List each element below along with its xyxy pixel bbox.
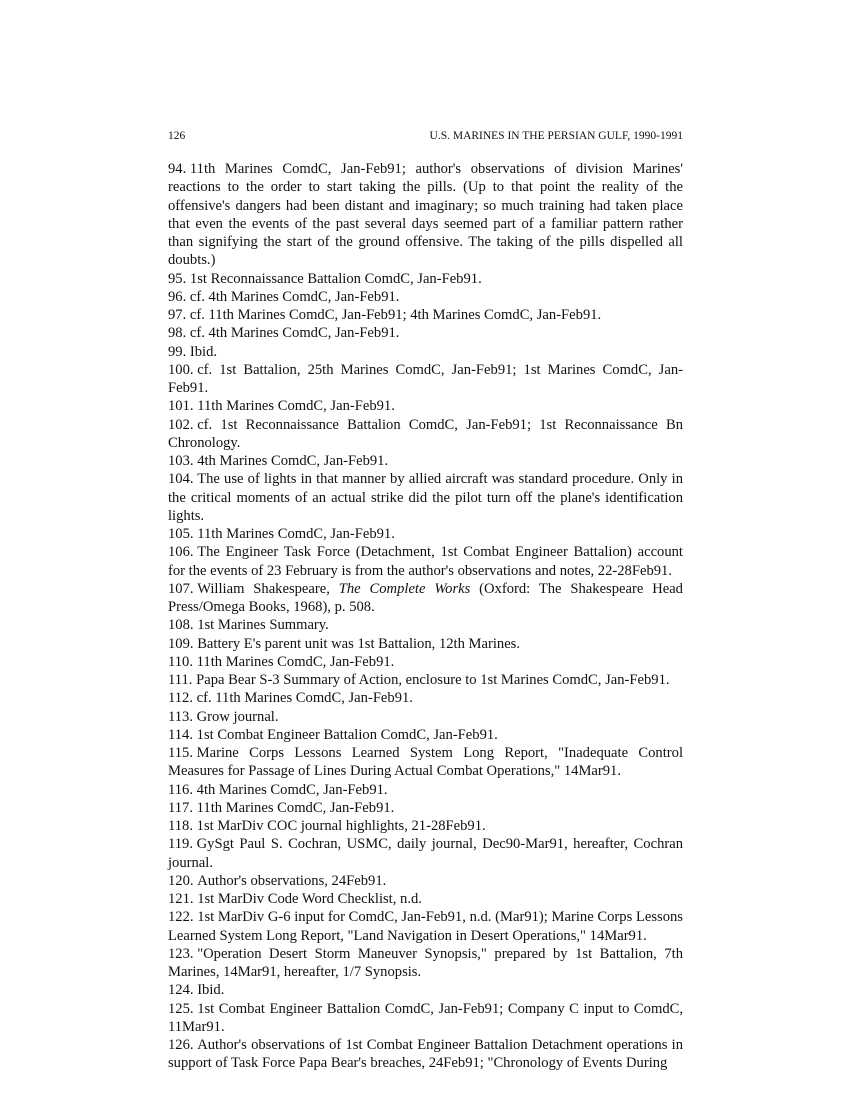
endnote <box>168 981 683 999</box>
endnote-number: 104. <box>168 471 194 488</box>
endnote-text: 11th Marines ComdC, Jan-Feb91; author's observations of division Marines' reactions to the order to start taking the pills. (Up to that point the reality of the offensive's dangers had been distant and imaginary; so much training had taken place that even the events of the past several days seemed part of a familiar pattern rather than signifying the start of the ground offensive. The taking of the pills dispelled all doubts.) <box>168 161 683 269</box>
endnote-number: 95. <box>168 270 187 287</box>
endnote <box>168 872 683 890</box>
endnote <box>168 543 683 580</box>
endnote-text: cf. 1st Battalion, 25th Marines ComdC, Jan-Feb91; 1st Marines ComdC, Jan-Feb91. <box>168 361 683 396</box>
endnote-number: 102. <box>168 416 194 433</box>
endnote <box>168 671 683 689</box>
endnote-number: 116. <box>168 781 193 798</box>
endnote-number: 124. <box>168 982 194 999</box>
endnote <box>168 835 683 872</box>
endnote-number: 98. <box>168 325 187 342</box>
endnote-text: cf. 1st Reconnaissance Battalion ComdC, Jan-Feb91; 1st Reconnaissance Bn Chronology. <box>168 416 683 451</box>
endnote-number: 94. <box>168 161 187 177</box>
endnote <box>168 361 683 398</box>
endnote <box>168 708 683 726</box>
endnote-text: cf. 4th Marines ComdC, Jan-Feb91. <box>189 288 400 305</box>
endnote-text: cf. 11th Marines ComdC, Jan-Feb91. <box>196 690 413 707</box>
endnote <box>168 635 683 653</box>
endnote-text: 11th Marines ComdC, Jan-Feb91. <box>197 398 395 415</box>
endnote-number: 107. <box>168 580 194 597</box>
endnote-number: 99. <box>168 343 187 360</box>
endnote <box>168 525 683 543</box>
endnote-number: 110. <box>168 653 193 670</box>
endnote-text: Author's observations of 1st Combat Engineer Battalion Detachment operations in support of Task Force Papa Bear's breaches, 24Feb91; "Chronology of Events During <box>168 1037 683 1072</box>
endnote-text: 11th Marines ComdC, Jan-Feb91. <box>196 653 395 670</box>
endnote-number: 125. <box>168 1000 194 1017</box>
endnote-number: 118. <box>168 818 193 834</box>
endnote <box>168 306 683 324</box>
endnote-text: 1st Reconnaissance Battalion ComdC, Jan-Feb91. <box>189 270 482 287</box>
endnotes-list <box>168 160 683 1073</box>
document-page <box>168 128 683 1073</box>
endnote <box>168 908 683 945</box>
endnote-number: 117. <box>168 799 193 816</box>
endnote-text: 1st MarDiv Code Word Checklist, n.d. <box>197 891 422 907</box>
endnote-number: 115. <box>168 745 193 761</box>
endnote-number: 121. <box>168 891 194 907</box>
endnote <box>168 945 683 982</box>
endnote-text: Battery E's parent unit was 1st Battalion, 12th Marines. <box>197 635 521 652</box>
endnote-text: 11th Marines ComdC, Jan-Feb91. <box>196 799 395 816</box>
endnote-number: 105. <box>168 526 194 542</box>
endnote <box>168 397 683 415</box>
endnote-number: 109. <box>168 635 194 652</box>
endnote <box>168 416 683 453</box>
endnote-number: 120. <box>168 872 194 889</box>
page-number: 126 <box>168 130 186 142</box>
endnote <box>168 781 683 799</box>
endnote-number: 103. <box>168 453 194 469</box>
endnote-text: Marine Corps Lessons Learned System Long Report, "Inadequate Control Measures for Passage of Lines During Actual Combat Operations," 14Mar91. <box>168 745 683 780</box>
endnote <box>168 580 683 617</box>
endnote <box>168 343 683 361</box>
running-title: U.S. MARINES IN THE PERSIAN GULF, 1990-1991 <box>429 130 683 142</box>
endnote <box>168 744 683 781</box>
endnote-text: Papa Bear S-3 Summary of Action, enclosure to 1st Marines ComdC, Jan-Feb91. <box>196 672 670 688</box>
endnote <box>168 470 683 525</box>
endnote-text: Author's observations, 24Feb91. <box>197 872 387 889</box>
endnote-number: 97. <box>168 307 187 323</box>
endnote <box>168 1036 683 1073</box>
endnote-text: Grow journal. <box>196 708 279 725</box>
endnote <box>168 726 683 744</box>
endnote-number: 108. <box>168 617 194 634</box>
endnote-text: The use of lights in that manner by allied aircraft was standard procedure. Only in the critical moments of an actual strike did the pilot turn off the plane's identification lights. <box>168 471 683 524</box>
endnote-text: 11th Marines ComdC, Jan-Feb91. <box>197 526 395 542</box>
endnote-text: Ibid. <box>189 343 218 360</box>
endnote-number: 113. <box>168 708 193 725</box>
endnote-number: 114. <box>168 726 193 743</box>
endnote <box>168 616 683 634</box>
endnote-text: 1st MarDiv G-6 input for ComdC, Jan-Feb91, n.d. (Mar91); Marine Corps Lessons Learned System Long Report, "Land Navigation in Desert Operations," 14Mar91. <box>168 909 683 944</box>
endnote-number: 111. <box>168 672 193 688</box>
endnote-book-title: The Complete Works <box>338 580 471 597</box>
endnote-text: cf. 11th Marines ComdC, Jan-Feb91; 4th Marines ComdC, Jan-Feb91. <box>189 307 602 323</box>
endnote <box>168 160 683 270</box>
endnote <box>168 288 683 306</box>
endnote <box>168 689 683 707</box>
endnote-number: 112. <box>168 690 193 707</box>
endnote <box>168 817 683 835</box>
endnote <box>168 324 683 342</box>
endnote-number: 96. <box>168 288 187 305</box>
endnote-text: cf. 4th Marines ComdC, Jan-Feb91. <box>189 325 400 342</box>
endnote-text: GySgt Paul S. Cochran, USMC, daily journal, Dec90-Mar91, hereafter, Cochran journal. <box>168 836 683 871</box>
running-header <box>168 128 683 144</box>
endnote <box>168 452 683 470</box>
endnote-text: 1st Combat Engineer Battalion ComdC, Jan-Feb91; Company C input to ComdC, 11Mar91. <box>168 1000 683 1035</box>
endnote <box>168 890 683 908</box>
endnote-text: 1st Marines Summary. <box>197 617 329 634</box>
endnote <box>168 653 683 671</box>
endnote-text: William Shakespeare, <box>197 580 330 597</box>
endnote-number: 126. <box>168 1037 194 1053</box>
endnote-number: 122. <box>168 909 194 926</box>
endnote-text: 4th Marines ComdC, Jan-Feb91. <box>197 453 389 469</box>
endnote <box>168 270 683 288</box>
endnote-number: 106. <box>168 544 194 561</box>
endnote-number: 101. <box>168 398 194 415</box>
endnote-number: 119. <box>168 836 193 853</box>
endnote-number: 100. <box>168 361 194 378</box>
endnote-text: 1st Combat Engineer Battalion ComdC, Jan-Feb91. <box>196 726 498 743</box>
endnote-text: Ibid. <box>197 982 225 999</box>
endnote <box>168 1000 683 1037</box>
endnote <box>168 799 683 817</box>
endnote-number: 123. <box>168 945 194 962</box>
endnote-text: 4th Marines ComdC, Jan-Feb91. <box>196 781 388 798</box>
endnote-text: "Operation Desert Storm Maneuver Synopsis," prepared by 1st Battalion, 7th Marines, 14Mar91, hereafter, 1/7 Synopsis. <box>168 945 683 980</box>
endnote-text: 1st MarDiv COC journal highlights, 21-28Feb91. <box>196 818 486 834</box>
endnote-text: (Oxford: The Shakespeare Head Press/Omega Books, 1968), p. 508. <box>168 580 683 615</box>
endnote-text: The Engineer Task Force (Detachment, 1st Combat Engineer Battalion) account for the events of 23 February is from the author's observations and notes, 22-28Feb91. <box>168 544 683 579</box>
